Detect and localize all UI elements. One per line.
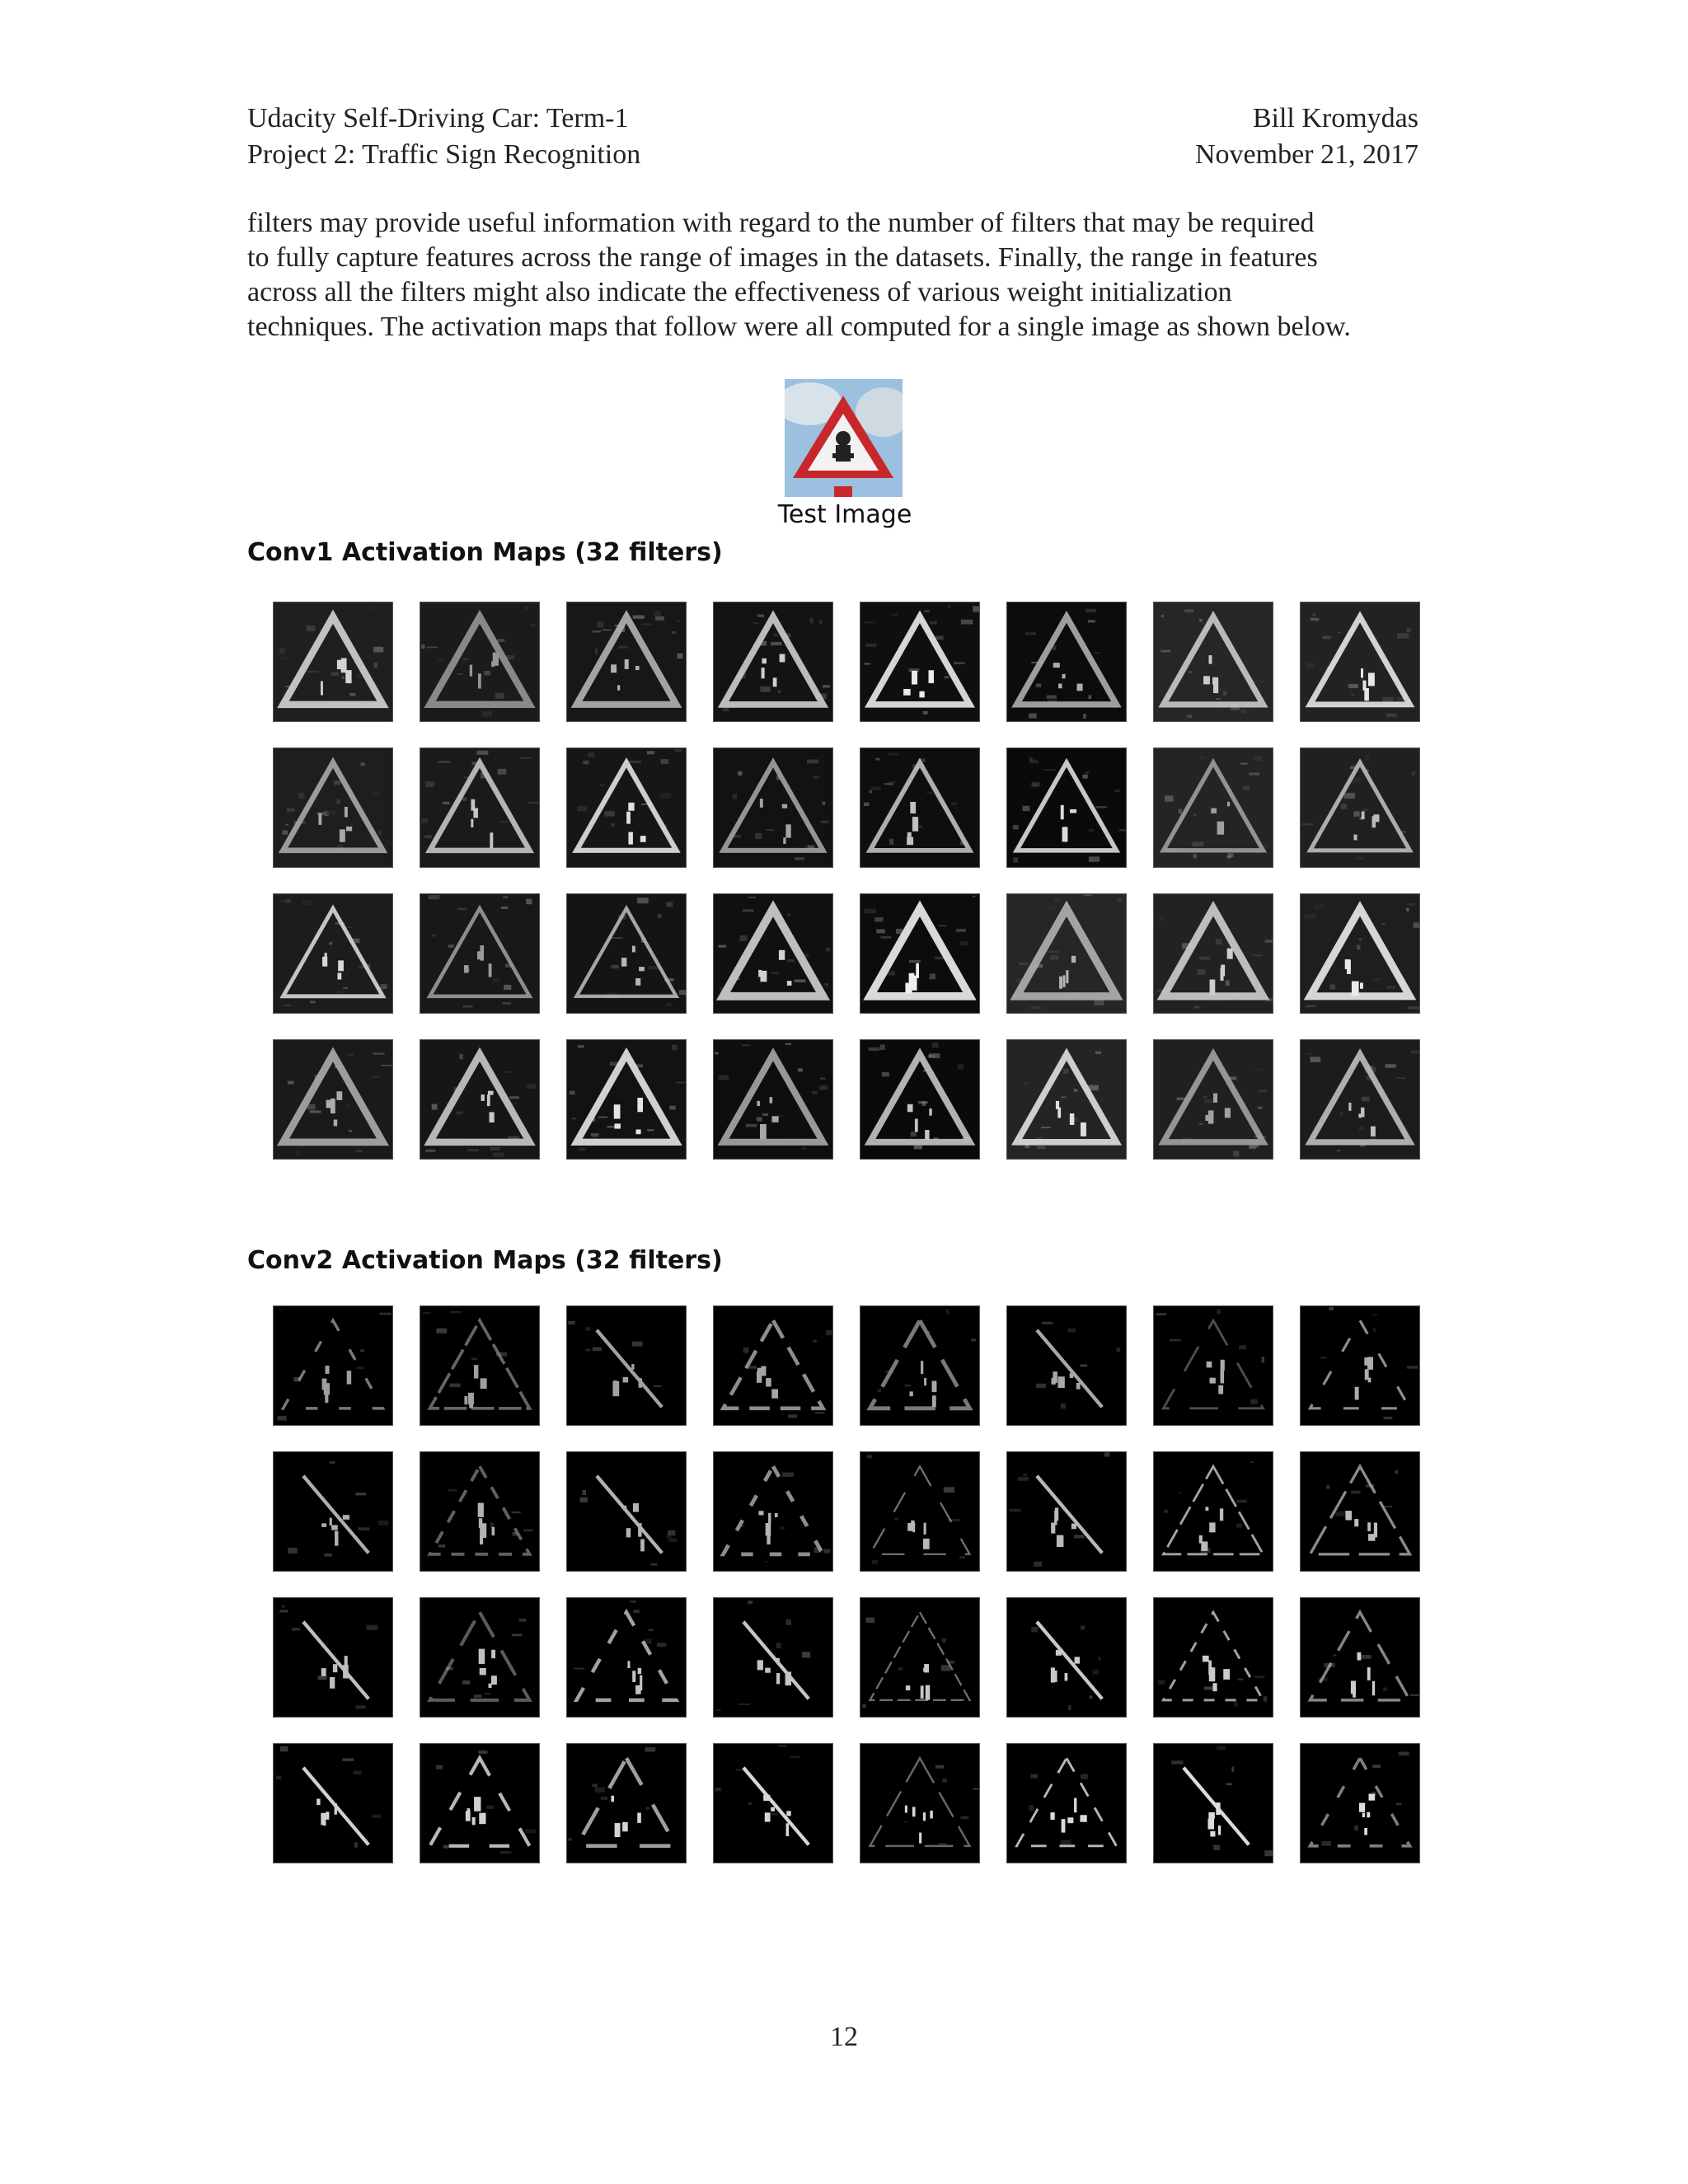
conv1-activation-map (1300, 602, 1420, 722)
conv2-activation-map (273, 1743, 393, 1863)
conv2-activation-map (860, 1597, 980, 1718)
conv2-activation-map (1006, 1451, 1127, 1572)
conv2-activation-map (1006, 1597, 1127, 1718)
conv1-activation-map (1153, 1039, 1273, 1160)
conv2-title: Conv2 Activation Maps (32 filters) (247, 1246, 723, 1275)
conv1-activation-map (420, 1039, 540, 1160)
conv1-activation-map (1300, 893, 1420, 1014)
conv2-activation-map (566, 1305, 687, 1426)
conv2-activation-map (713, 1597, 833, 1718)
conv2-activation-map (1300, 1597, 1420, 1718)
conv1-activation-map (1300, 1039, 1420, 1160)
conv2-activation-map (1300, 1743, 1420, 1863)
conv1-activation-map (273, 1039, 393, 1160)
conv2-activation-map (1153, 1305, 1273, 1426)
conv2-activation-map (713, 1743, 833, 1863)
paragraph-line: techniques. The activation maps that follow were all computed for a single image as shown below. (247, 312, 1351, 342)
conv2-activation-map (1153, 1743, 1273, 1863)
body-paragraph (247, 206, 1451, 344)
conv1-activation-map (713, 602, 833, 722)
conv2-activation-map (420, 1451, 540, 1572)
conv2-activation-grid (273, 1305, 1420, 1863)
conv1-activation-map (860, 602, 980, 722)
conv2-activation-map (420, 1305, 540, 1426)
conv1-activation-map (566, 893, 687, 1014)
conv1-activation-map (566, 748, 687, 868)
conv2-activation-map (860, 1305, 980, 1426)
conv1-activation-map (566, 1039, 687, 1160)
test-image (785, 379, 903, 497)
page-number: 12 (830, 2022, 858, 2052)
conv1-activation-map (860, 893, 980, 1014)
conv1-activation-map (1006, 893, 1127, 1014)
conv2-activation-map (273, 1305, 393, 1426)
conv2-activation-map (860, 1743, 980, 1863)
paragraph-line: to fully capture features across the range of images in the datasets. Finally, the range in features (247, 242, 1318, 273)
header-left (247, 101, 640, 173)
course-title: Udacity Self-Driving Car: Term-1 (247, 103, 629, 134)
conv2-activation-map (566, 1597, 687, 1718)
paragraph-line: filters may provide useful information with regard to the number of filters that may be required (247, 208, 1315, 238)
document-date: November 21, 2017 (1194, 139, 1418, 170)
conv1-activation-map (713, 893, 833, 1014)
conv1-activation-map (1300, 748, 1420, 868)
conv2-activation-map (1006, 1305, 1127, 1426)
warning-sign-icon (785, 379, 903, 497)
conv2-activation-map (1300, 1305, 1420, 1426)
conv1-activation-map (1153, 893, 1273, 1014)
author-name: Bill Kromydas (1252, 103, 1418, 134)
conv2-activation-map (1153, 1451, 1273, 1572)
conv1-activation-map (1006, 1039, 1127, 1160)
project-title: Project 2: Traffic Sign Recognition (247, 139, 641, 170)
conv2-activation-map (860, 1451, 980, 1572)
conv2-activation-map (273, 1597, 393, 1718)
conv1-activation-map (273, 893, 393, 1014)
conv2-activation-map (1153, 1597, 1273, 1718)
conv1-activation-map (273, 602, 393, 722)
paragraph-line: across all the filters might also indicate the effectiveness of various weight initialization (247, 277, 1232, 307)
conv2-activation-map (566, 1451, 687, 1572)
conv1-activation-map (860, 1039, 980, 1160)
conv1-activation-map (1006, 748, 1127, 868)
conv1-activation-map (566, 602, 687, 722)
conv1-activation-map (860, 748, 980, 868)
conv1-activation-map (1153, 602, 1273, 722)
conv2-activation-map (1300, 1451, 1420, 1572)
conv1-activation-map (273, 748, 393, 868)
conv1-activation-map (420, 602, 540, 722)
conv2-activation-map (273, 1451, 393, 1572)
conv2-activation-map (713, 1451, 833, 1572)
conv1-activation-map (420, 748, 540, 868)
conv2-activation-map (566, 1743, 687, 1863)
conv1-activation-grid (273, 602, 1420, 1160)
conv2-activation-map (420, 1597, 540, 1718)
conv2-activation-map (1006, 1743, 1127, 1863)
conv1-activation-map (713, 1039, 833, 1160)
conv1-activation-map (1153, 748, 1273, 868)
conv1-activation-map (1006, 602, 1127, 722)
test-image-caption: Test Image (777, 500, 912, 529)
header-right (1195, 101, 1418, 173)
conv1-activation-map (420, 893, 540, 1014)
conv1-title: Conv1 Activation Maps (32 filters) (247, 538, 723, 567)
conv1-activation-map (713, 748, 833, 868)
conv2-activation-map (420, 1743, 540, 1863)
conv2-activation-map (713, 1305, 833, 1426)
